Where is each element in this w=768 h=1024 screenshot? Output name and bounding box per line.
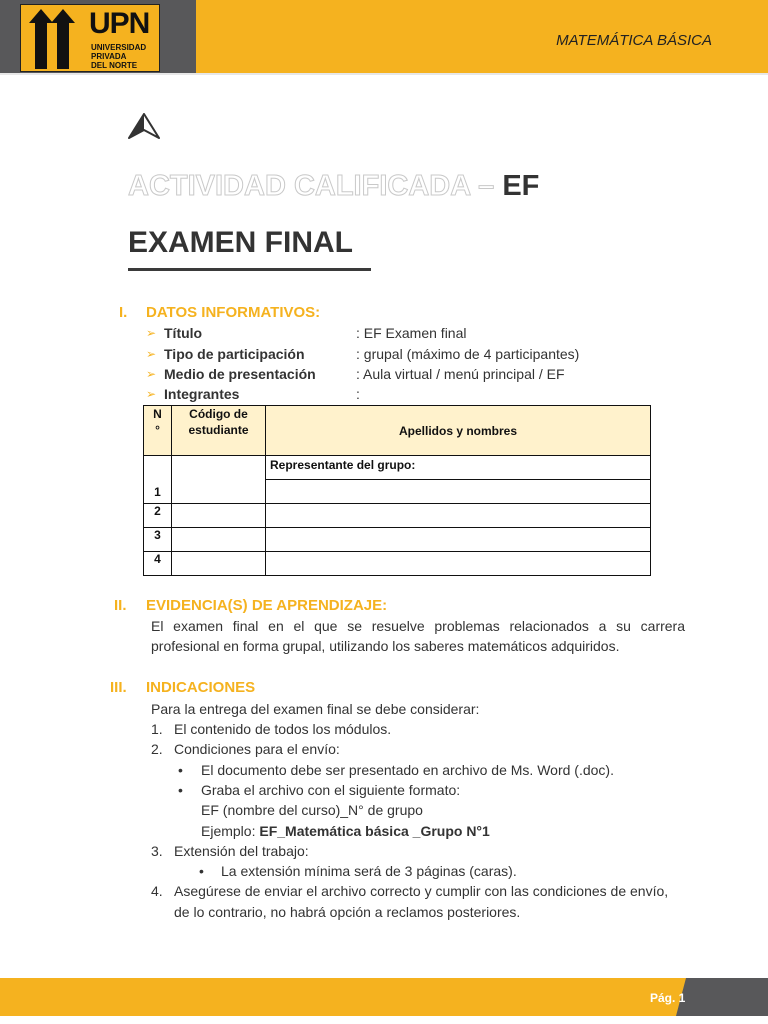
student-name-cell[interactable] (266, 480, 651, 504)
info-row-tipo (146, 344, 706, 364)
list-number: 2. (151, 741, 163, 757)
student-code-cell[interactable] (172, 528, 266, 552)
upn-logo (20, 4, 160, 72)
table-header-row (144, 406, 651, 456)
list-number: 1. (151, 721, 163, 737)
info-row-integrantes (146, 384, 706, 404)
header-number-line: ° (155, 423, 160, 437)
info-value: : EF Examen final (356, 325, 467, 341)
header-student-code: Código de estudiante (172, 406, 266, 456)
section-number: II. (114, 597, 127, 614)
info-label: Título (164, 325, 203, 341)
navigation-arrow-icon (128, 113, 160, 139)
header-divider (0, 73, 768, 75)
indications-intro: Para la entrega del examen final se debe considerar: (151, 701, 480, 717)
chevron-right-icon: ➢ (146, 326, 157, 340)
logo-subtitle (91, 43, 146, 70)
file-format-text: EF (nombre del curso)_N° de grupo (201, 802, 423, 818)
info-label: Integrantes (164, 386, 240, 402)
activity-title-code: EF (502, 170, 540, 202)
evidence-paragraph: El examen final en el que se resuelve problemas relacionados a su carrera profesional en forma grupal, utilizando los saberes matemáticos adquiridos. (151, 618, 685, 654)
student-code-cell[interactable] (172, 552, 266, 576)
student-name-cell[interactable] (266, 504, 651, 528)
list-item: Extensión del trabajo: (174, 843, 309, 859)
info-row-medio (146, 364, 706, 384)
row-number: 3 (144, 528, 172, 552)
file-example (201, 821, 490, 841)
info-value: : (356, 386, 360, 402)
exam-title: EXAMEN FINAL (128, 226, 353, 259)
section-number: III. (110, 679, 127, 696)
list-number: 4. (151, 883, 163, 899)
table-row (144, 552, 651, 576)
info-label: Tipo de participación (164, 346, 305, 362)
chevron-right-icon: ➢ (146, 387, 157, 401)
info-value: : grupal (máximo de 4 participantes) (356, 346, 580, 362)
page-number: Pág. 1 (650, 991, 686, 1005)
student-name-cell[interactable] (266, 528, 651, 552)
list-item: El contenido de todos los módulos. (174, 721, 392, 737)
chevron-right-icon: ➢ (146, 347, 157, 361)
representative-label: Representante del grupo: (266, 456, 651, 480)
course-title: MATEMÁTICA BÁSICA (556, 32, 712, 49)
logo-sub-line: PRIVADA (91, 52, 127, 61)
row-number: 4 (144, 552, 172, 576)
example-filename: EF_Matemática básica _Grupo N°1 (259, 823, 490, 839)
logo-sub-line: DEL NORTE (91, 61, 138, 70)
student-code-cell[interactable] (172, 456, 266, 504)
activity-title (128, 168, 539, 204)
row-number: 2 (144, 504, 172, 528)
list-item: Asegúrese de enviar el archivo correcto y cumplir con las condiciones de envío, (174, 883, 669, 899)
upn-arrow-logo-icon (29, 9, 75, 69)
exam-title-underline (128, 268, 371, 271)
activity-title-outline: ACTIVIDAD CALIFICADA – (128, 170, 503, 202)
row-number: 1 (144, 456, 172, 504)
section-title-datos: DATOS INFORMATIVOS: (146, 304, 321, 321)
bullet-item: El documento debe ser presentado en archivo de Ms. Word (.doc). (201, 762, 614, 778)
list-item: Condiciones para el envío: (174, 741, 340, 757)
section-number: I. (119, 304, 128, 321)
footer-gray-block (686, 978, 768, 1016)
header-full-name: Apellidos y nombres (266, 406, 651, 456)
section-title-indicaciones: INDICACIONES (146, 679, 256, 696)
section-title-evidencia: EVIDENCIA(S) DE APRENDIZAJE: (146, 597, 388, 614)
header-number-line: N (153, 407, 162, 421)
info-value: : Aula virtual / menú principal / EF (356, 366, 565, 382)
chevron-right-icon: ➢ (146, 367, 157, 381)
example-prefix: Ejemplo: (201, 823, 260, 839)
members-table (143, 405, 651, 576)
bullet-item: La extensión mínima será de 3 páginas (caras). (221, 863, 517, 879)
info-label: Medio de presentación (164, 366, 316, 382)
bullet-item: Graba el archivo con el siguiente formato: (201, 782, 461, 798)
list-number: 3. (151, 843, 163, 859)
logo-wordmark: UPN (89, 7, 150, 40)
student-code-cell[interactable] (172, 504, 266, 528)
table-row (144, 504, 651, 528)
table-row (144, 528, 651, 552)
logo-sub-line: UNIVERSIDAD (91, 43, 147, 52)
list-item-continuation: de lo contrario, no habrá opción a reclamos posteriores. (174, 904, 521, 920)
header-number (144, 406, 172, 456)
bullet-icon: • (178, 762, 183, 778)
student-name-cell[interactable] (266, 552, 651, 576)
bullet-icon: • (178, 782, 183, 798)
info-row-titulo (146, 323, 706, 343)
bullet-icon: • (199, 863, 204, 879)
table-row (144, 456, 651, 480)
